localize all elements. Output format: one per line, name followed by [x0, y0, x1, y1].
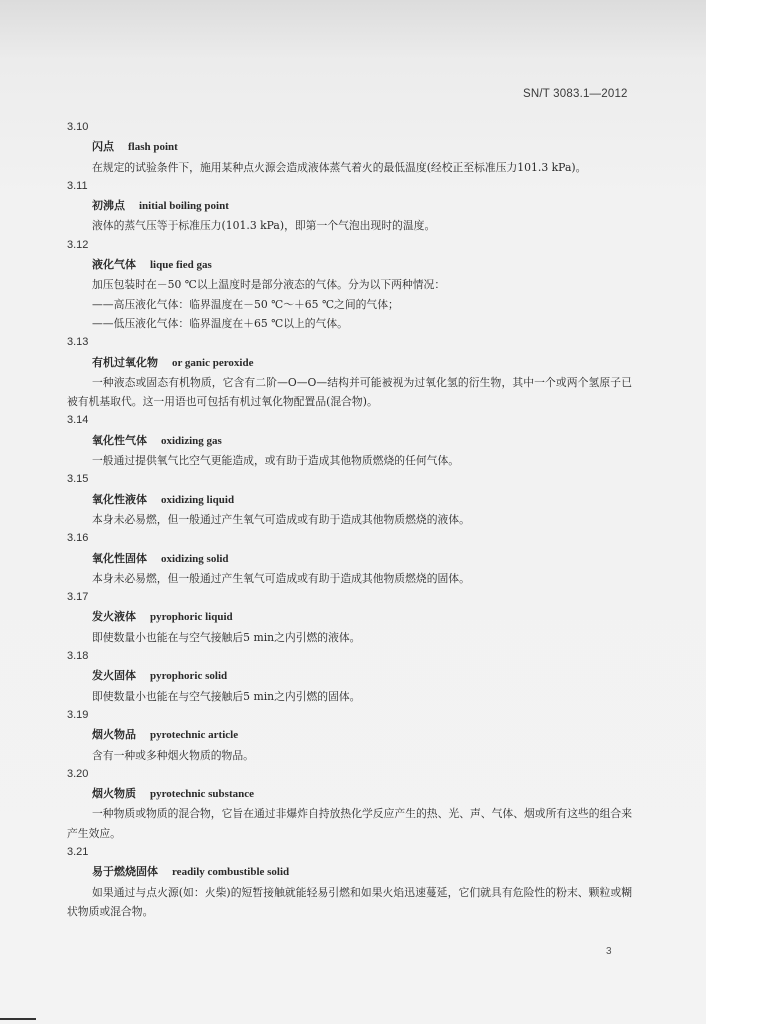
term-definition: 即使数量小也能在与空气接触后5 min之内引燃的液体。 [92, 630, 361, 644]
term-entry [67, 765, 632, 843]
term-english: pyrotechnic substance [150, 788, 254, 801]
term-definition: 液体的蒸气压等于标准压力(101.3 kPa)，即第一个气泡出现时的温度。 [92, 219, 436, 233]
term-heading [67, 549, 632, 569]
clause-number: 3.13 [67, 336, 89, 349]
clause-number: 3.17 [67, 591, 89, 604]
term-entry [67, 177, 632, 236]
term-chinese: 氧化性固体 [92, 551, 147, 565]
term-heading [67, 490, 632, 510]
term-english: oxidizing gas [161, 434, 222, 447]
term-definition: 如果通过与点火源(如：火柴)的短暂接触就能轻易引燃和如果火焰迅速蔓延，它们就具有危险性的粉末、颗粒或糊状物质或混合物。 [67, 885, 632, 918]
term-english: flash point [128, 141, 178, 154]
term-heading [67, 196, 632, 216]
term-entry [67, 411, 632, 470]
term-chinese: 烟火物品 [92, 728, 136, 742]
clause-number: 3.12 [67, 238, 89, 251]
term-definition: 一种物质或物质的混合物，它旨在通过非爆炸自持放热化学反应产生的热、光、声、气体、烟或所有这些的组合来产生效应。 [67, 807, 632, 840]
term-english: oxidizing liquid [161, 493, 235, 506]
term-entry [67, 588, 632, 647]
clause-number: 3.18 [67, 650, 89, 663]
term-english: readily combustible solid [172, 866, 290, 879]
clause-number: 3.21 [67, 845, 89, 858]
term-chinese: 液化气体 [92, 258, 136, 272]
clause-number: 3.15 [67, 473, 89, 486]
term-entry [67, 333, 632, 411]
clause-number: 3.19 [67, 708, 89, 721]
term-heading [67, 353, 632, 373]
term-definition: 本身未必易燃，但一般通过产生氧气可造成或有助于造成其他物质燃烧的固体。 [92, 571, 470, 585]
clause-number: 3.10 [67, 121, 89, 133]
clause-number: 3.11 [67, 179, 88, 192]
term-heading [67, 431, 632, 451]
term-english: initial boiling point [139, 200, 229, 213]
term-chinese: 发火固体 [92, 669, 136, 683]
term-entry [67, 843, 632, 921]
term-definition: 一般通过提供氧气比空气更能造成，或有助于造成其他物质燃烧的任何气体。 [92, 454, 460, 468]
term-chinese: 易于燃烧固体 [92, 865, 158, 879]
terms-list [67, 118, 632, 921]
term-heading [67, 137, 632, 157]
clause-number: 3.20 [67, 767, 89, 780]
term-english: lique fied gas [150, 259, 212, 272]
scan-edge-mark [0, 1018, 36, 1020]
term-definition: 即使数量小也能在与空气接触后5 min之内引燃的固体。 [92, 689, 361, 703]
term-entry [67, 470, 632, 529]
term-entry [67, 706, 632, 765]
term-chinese: 氧化性液体 [92, 492, 147, 506]
term-english: oxidizing solid [161, 552, 229, 565]
term-definition: 一种液态或固态有机物质，它含有二阶—O—O—结构并可能被视为过氧化氢的衍生物，其中一个或两个氢原子已被有机基取代。这一用语也可包括有机过氧化物配置品(混合物)。 [67, 375, 632, 409]
clause-number: 3.16 [67, 532, 89, 545]
term-heading [67, 255, 632, 275]
term-chinese: 氧化性气体 [92, 433, 147, 447]
definition-list-item: ——低压液化气体：临界温度在＋65 ℃以上的气体。 [92, 316, 348, 330]
term-heading [67, 666, 632, 686]
term-chinese: 发火液体 [92, 610, 136, 624]
term-chinese: 闪点 [92, 140, 114, 154]
term-entry [67, 647, 632, 706]
term-definition: 在规定的试验条件下，施用某种点火源会造成液体蒸气着火的最低温度(经校正至标准压力101.3 kPa)。 [92, 160, 587, 174]
term-heading [67, 784, 632, 804]
clause-number: 3.14 [67, 414, 89, 427]
term-chinese: 有机过氧化物 [92, 355, 158, 369]
term-chinese: 烟火物质 [92, 787, 136, 801]
term-chinese: 初沸点 [92, 199, 125, 213]
term-definition: 加压包装时在－50 ℃以上温度时是部分液态的气体。分为以下两种情况： [92, 278, 446, 292]
term-heading [67, 607, 632, 627]
term-english: pyrotechnic article [150, 729, 239, 742]
term-entry [67, 118, 632, 177]
term-definition: 本身未必易燃，但一般通过产生氧气可造成或有助于造成其他物质燃烧的液体。 [92, 512, 470, 526]
term-english: or ganic peroxide [172, 356, 254, 369]
term-heading [67, 725, 632, 745]
term-english: pyrophoric liquid [150, 611, 233, 624]
term-entry [67, 236, 632, 333]
term-entry [67, 529, 632, 588]
standard-code: SN/T 3083.1—2012 [523, 88, 628, 100]
term-english: pyrophoric solid [150, 670, 228, 683]
definition-list-item: ——高压液化气体：临界温度在－50 ℃～＋65 ℃之间的气体； [92, 297, 399, 311]
term-heading [67, 862, 632, 882]
page-number: 3 [606, 946, 612, 957]
term-definition: 含有一种或多种烟火物质的物品。 [92, 748, 254, 762]
